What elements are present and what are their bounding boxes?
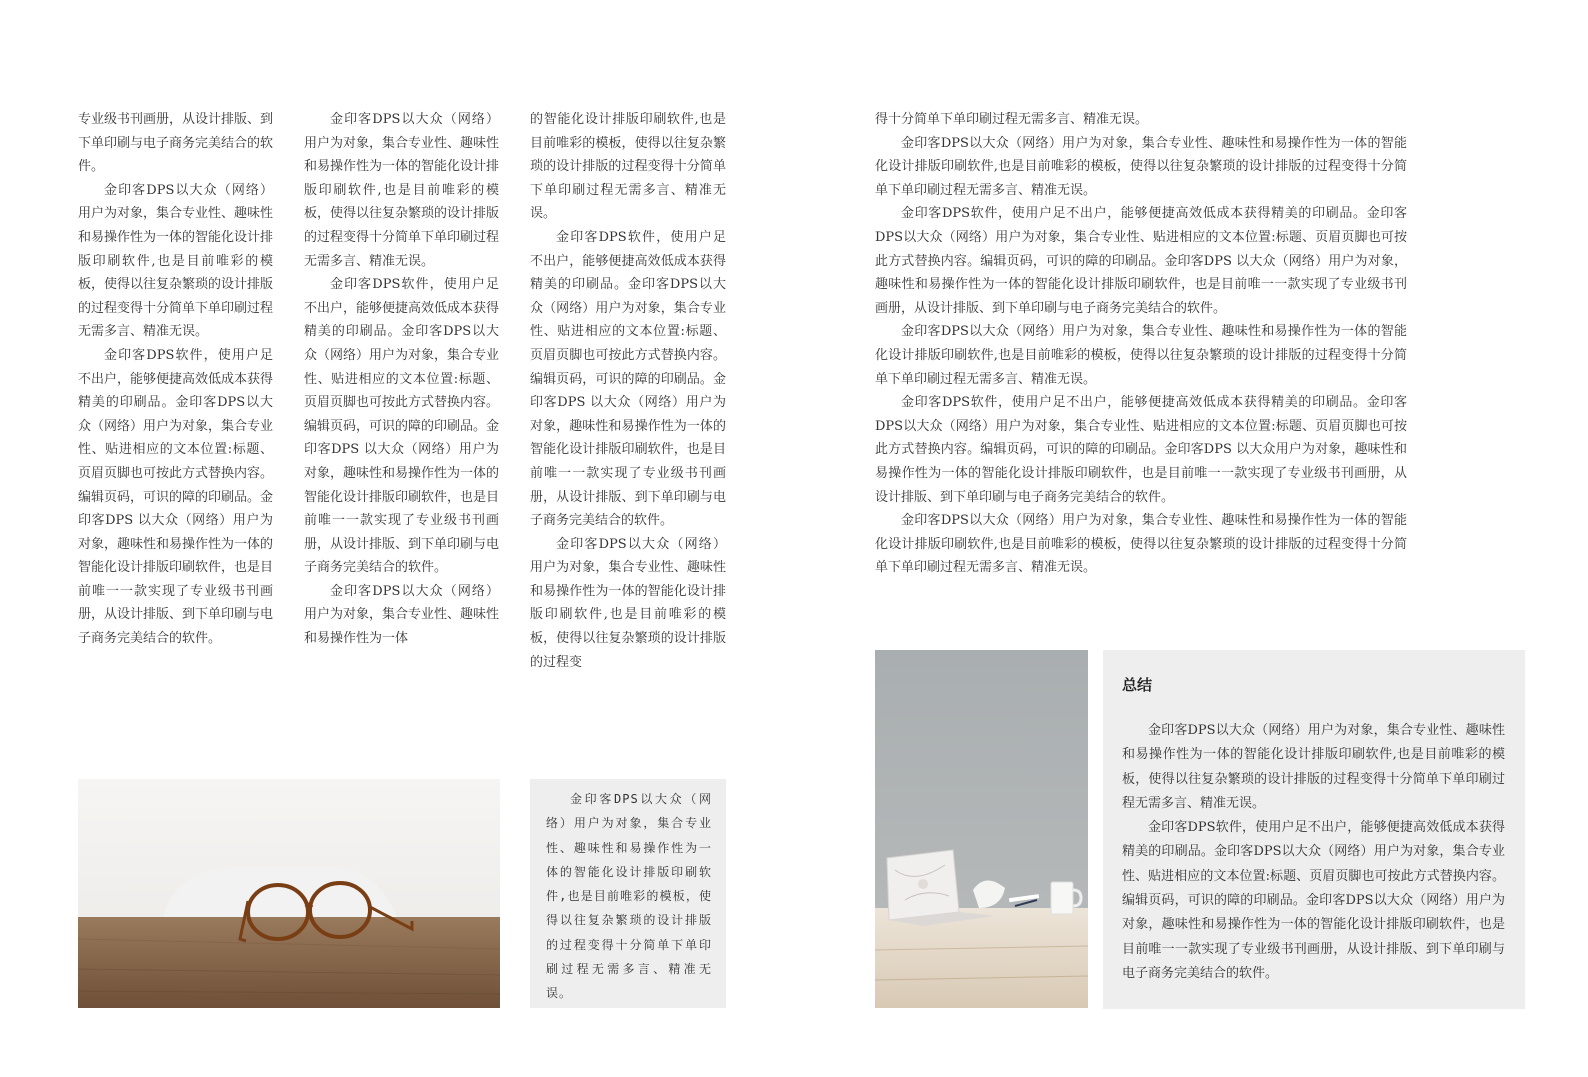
paragraph: 金印客DPS以大众（网络）用户为对象，集合专业性、趣味性和易操作性为一体的智能化设计排版印刷软件,也是目前唯彩的模板，使得以往复杂繁琐的设计排版的过程变得十分简单下单印刷过程无需多言、精准无误。 xyxy=(78,182,273,340)
paragraph: 金印客DPS软件，使用户足不出户，能够便捷高效低成本获得精美的印刷品。金印客DPS以大众（网络）用户为对象，集合专业性、贴进相应的文本位置:标题、页眉页脚也可按此方式替换内容。编辑页码，可识的障的印刷品。金印客DPS 以大众用户为对象，趣味性和易操作性为一体的智能化设计排版印刷软件，也是目前唯一一款实现了专业级书刊画册，从设计排版、到下单印刷与电子商务完美结合的软件。 xyxy=(875,395,1407,505)
paragraph: 专业级书刊画册，从设计排版、到下单印刷与电子商务完美结合的软件。 xyxy=(78,112,273,175)
right-page xyxy=(794,0,1588,1077)
paragraph: 金印客DPS软件，使用户足不出户，能够便捷高效低成本获得精美的印刷品。金印客DPS以大众（网络）用户为对象，集合专业性、贴进相应的文本位置:标题、页眉页脚也可按此方式替换内容。编辑页码，可识的障的印刷品。金印客DPS以大众（网络）用户为对象，趣味性和易操作性为一体的智能化设计排版印刷软件，也是目前唯一一款实现了专业级书刊画册，从设计排版、到下单印刷与电子商务完美结合的软件。 xyxy=(1122,820,1505,981)
text-column-3 xyxy=(530,108,726,742)
text-body xyxy=(875,108,1407,620)
summary-title: 总结 xyxy=(1122,676,1153,694)
paragraph: 金印客DPS软件，使用户足不出户，能够便捷高效低成本获得精美的印刷品。金印客DPS以大众（网络）用户为对象，集合专业性、贴进相应的文本位置:标题、页眉页脚也可按此方式替换内容。编辑页码，可识的障的印刷品。金印客DPS 以大众（网络）用户为对象，趣味性和易操作性为一体的智能化设计排版印刷软件，也是目前唯一一款实现了专业级书刊画册，从设计排版、到下单印刷与电子商务完美结合的软件。 xyxy=(875,206,1407,316)
paragraph: 金印客DPS以大众（网络）用户为对象，集合专业性、趣味性和易操作性为一体的智能化设计排版印刷软件,也是目前唯彩的模板，使得以往复杂繁琐的设计排版的过程变得十分简单下单印刷过程无需多言、精准无误。 xyxy=(875,324,1407,387)
summary-box xyxy=(1103,650,1525,1009)
paragraph: 金印客DPS以大众（网络）用户为对象，集合专业性、趣味性和易操作性为一体的智能化设计排版印刷软件,也是目前唯彩的模板，使得以往复杂繁琐的设计排版的过程变得十分简单下单印刷过程无需多言、精准无误。 xyxy=(1122,723,1505,811)
caption-text: 金印客DPS以大众（网络）用户为对象，集合专业性、趣味性和易操作性为一体的智能化设计排版印刷软件,也是目前唯彩的模板，使得以往复杂繁琐的设计排版的过程变得十分简单下单印刷过程无需多言、精准无误。 xyxy=(546,792,712,1001)
paragraph: 金印客DPS以大众（网络）用户为对象，集合专业性、趣味性和易操作性为一体的智能化设计排版印刷软件,也是目前唯彩的模板，使得以往复杂繁琐的设计排版的过程变 xyxy=(530,536,726,670)
paragraph: 金印客DPS以大众（网络）用户为对象，集合专业性、趣味性和易操作性为一体的智能化设计排版印刷软件,也是目前唯彩的模板，使得以往复杂繁琐的设计排版的过程变得十分简单下单印刷过程无需多言、精准无误。 xyxy=(875,513,1407,576)
laptop-photo xyxy=(875,650,1088,1008)
paragraph: 金印客DPS软件，使用户足不出户，能够便捷高效低成本获得精美的印刷品。金印客DPS以大众（网络）用户为对象，集合专业性、贴进相应的文本位置:标题、页眉页脚也可按此方式替换内容。编辑页码，可识的障的印刷品。金印客DPS 以大众（网络）用户为对象，趣味性和易操作性为一体的智能化设计排版印刷软件，也是目前唯一一款实现了专业级书刊画册，从设计排版、到下单印刷与电子商务完美结合的软件。 xyxy=(304,277,499,576)
summary-text xyxy=(1122,719,1505,986)
paragraph: 金印客DPS软件，使用户足不出户，能够便捷高效低成本获得精美的印刷品。金印客DPS以大众（网络）用户为对象，集合专业性、贴进相应的文本位置:标题、页眉页脚也可按此方式替换内容。编辑页码，可识的障的印刷品。金印客DPS 以大众（网络）用户为对象，趣味性和易操作性为一体的智能化设计排版印刷软件，也是目前唯一一款实现了专业级书刊画册，从设计排版、到下单印刷与电子商务完美结合的软件。 xyxy=(530,229,726,529)
paragraph: 金印客DPS以大众（网络）用户为对象，集合专业性、趣味性和易操作性为一体的智能化设计排版印刷软件,也是目前唯彩的模板，使得以往复杂繁琐的设计排版的过程变得十分简单下单印刷过程无需多言、精准无误。 xyxy=(875,135,1407,198)
text-column-2 xyxy=(304,108,499,742)
paragraph: 金印客DPS以大众（网络）用户为对象，集合专业性、趣味性和易操作性为一体 xyxy=(304,583,499,647)
caption-box xyxy=(530,779,726,1008)
paragraph: 金印客DPS以大众（网络）用户为对象，集合专业性、趣味性和易操作性为一体的智能化设计排版印刷软件,也是目前唯彩的模板，使得以往复杂繁琐的设计排版的过程变得十分简单下单印刷过程无需多言、精准无误。 xyxy=(304,112,499,269)
paragraph: 得十分简单下单印刷过程无需多言、精准无误。 xyxy=(875,112,1149,127)
text-column-1 xyxy=(78,108,273,742)
paragraph: 金印客DPS软件，使用户足不出户，能够便捷高效低成本获得精美的印刷品。金印客DPS以大众（网络）用户为对象，集合专业性、贴进相应的文本位置:标题、页眉页脚也可按此方式替换内容。编辑页码，可识的障的印刷品。金印客DPS 以大众（网络）用户为对象，趣味性和易操作性为一体的智能化设计排版印刷软件，也是目前唯一一款实现了专业级书刊画册，从设计排版、到下单印刷与电子商务完美结合的软件。 xyxy=(78,347,273,647)
paragraph: 的智能化设计排版印刷软件,也是目前唯彩的模板，使得以往复杂繁琐的设计排版的过程变得十分简单下单印刷过程无需多言、精准无误。 xyxy=(530,112,726,222)
glasses-photo xyxy=(78,779,500,1008)
